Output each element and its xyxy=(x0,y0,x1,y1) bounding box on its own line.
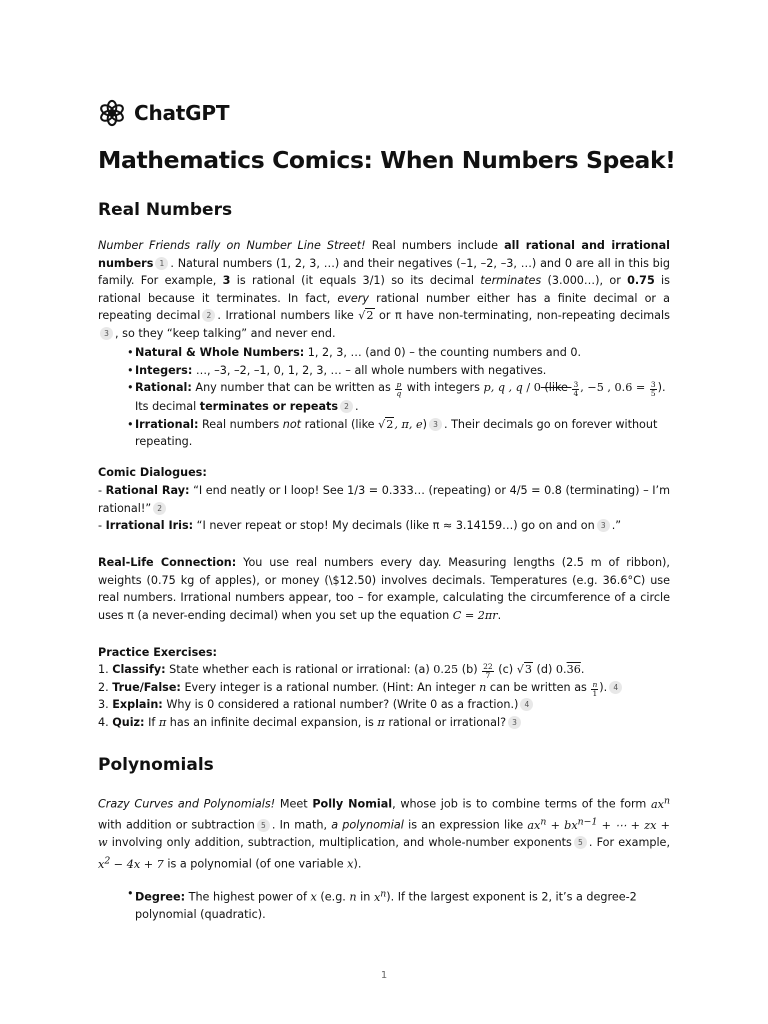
citation-badge[interactable]: 5 xyxy=(257,819,270,832)
polynomial-properties-list xyxy=(127,885,667,924)
brand-logo xyxy=(98,99,229,127)
citation-badge[interactable]: 5 xyxy=(574,836,587,849)
citation-badge[interactable]: 2 xyxy=(340,400,353,413)
section-heading-real-numbers: Real Numbers xyxy=(98,200,233,220)
citation-badge[interactable]: 3 xyxy=(508,716,521,729)
brand-name: ChatGPT xyxy=(134,101,230,125)
citation-badge[interactable]: 4 xyxy=(520,698,533,711)
dialogue-irrational-iris: - Irrational Iris: “I never repeat or stop! My decimals (like π ≈ 3.14159…) go on and on 3 .” xyxy=(98,519,622,532)
citation-badge[interactable]: 2 xyxy=(202,309,215,322)
real-life-connection: Real-Life Connection: You use real numbers every day. Measuring lengths (2.5 m of ribbon), weights (0.75 kg of apples), or money (\$12.50) involves decimals. Temperatures (e.g. 36.6°C) use real numbers. Irrational numbers appear, too – for example, calculating the circumference of a circle uses π (a never-ending decimal) when you set up the equation C = 2πr. xyxy=(98,556,670,622)
page-number: 1 xyxy=(380,970,388,981)
polynomials-intro: Crazy Curves and Polynomials! Meet Polly Nomial, whose job is to combine terms of the form $ax^n$ with addition or subtraction 5 . In math, a polynomial is an expression like $ax^n + bx^{n-1}$ + ⋯ + zx + w involving only addition, subtraction, multiplication, and whole-number exponents 5 . For example, $x^2 - 4x + 7$ is a polynomial (of one variable x). xyxy=(98,795,671,871)
list-item: • Integers: …, –3, –2, –1, 0, 1, 2, 3, … – all whole numbers with negatives. xyxy=(127,362,667,380)
real-numbers-intro: Number Friends rally on Number Line Street! Real numbers include all rational and irrational numbers 1 . Natural numbers (1, 2, 3, …) and their negatives (–1, –2, –3, …) and 0 are all in this big family. For example, 3 is rational (it equals 3/1) so its decimal terminates (3.000…), or 0.75 is rational because it terminates. In fact, every rational number either has a finite decimal or a repeating decimal 2 . Irrational numbers like √2 or π have non-terminating, non-repeating decimals3 , so they “keep talking” and never end. xyxy=(98,239,671,340)
list-item: • Irrational: Real numbers not rational (like √2, π, e) 3 . Their decimals go on forever without repeating. xyxy=(127,416,667,451)
citation-badge[interactable]: 1 xyxy=(155,257,168,270)
list-item: • Rational: Any number that can be written as $\frac{p}{q}$ with integers p, q , q / 0 (like $\frac{3}{4}$ , −5 , 0.6 = $\frac{3}{5}$ ). Its decimal terminates or repeats 2 . xyxy=(127,379,667,416)
exercise-4: 4. Quiz: If π has an infinite decimal expansion, is π rational or irrational? 3 xyxy=(98,714,670,732)
citation-badge[interactable]: 2 xyxy=(153,502,166,515)
exercise-3: 3. Explain: Why is 0 considered a rational number? (Write 0 as a fraction.) 4 xyxy=(98,696,670,714)
list-item: • Natural & Whole Numbers: 1, 2, 3, … (and 0) – the counting numbers and 0. xyxy=(127,344,667,362)
dialogue-rational-ray: - Rational Ray: “I end neatly or I loop! See 1/3 = 0.333… (repeating) or 4/5 = 0.8 (terminating) – I’m rational!” 2 xyxy=(98,484,670,515)
citation-badge[interactable]: 4 xyxy=(609,681,622,694)
openai-knot-icon xyxy=(98,99,126,127)
comic-dialogues-heading: Comic Dialogues: xyxy=(98,466,207,479)
number-types-list xyxy=(127,344,667,451)
page-title: Mathematics Comics: When Numbers Speak! xyxy=(98,146,676,174)
practice-exercises-heading: Practice Exercises: xyxy=(98,646,218,659)
list-item: • Degree: The highest power of x (e.g. n in $x^n$). If the largest exponent is 2, it’s a degree-2 polynomial (quadratic). xyxy=(127,885,667,924)
section-heading-polynomials: Polynomials xyxy=(98,755,214,775)
citation-badge[interactable]: 3 xyxy=(597,519,610,532)
citation-badge[interactable]: 3 xyxy=(429,418,442,431)
citation-badge[interactable]: 3 xyxy=(100,327,113,340)
exercise-2: 2. True/False: Every integer is a rational number. (Hint: An integer n can be written as $\frac{n}{1}$ ). 4 xyxy=(98,679,670,698)
exercise-1: 1. Classify: State whether each is rational or irrational: (a) 0.25 (b) $\frac{22}{7}$ (c) √3 (d) 0.36. xyxy=(98,662,585,680)
